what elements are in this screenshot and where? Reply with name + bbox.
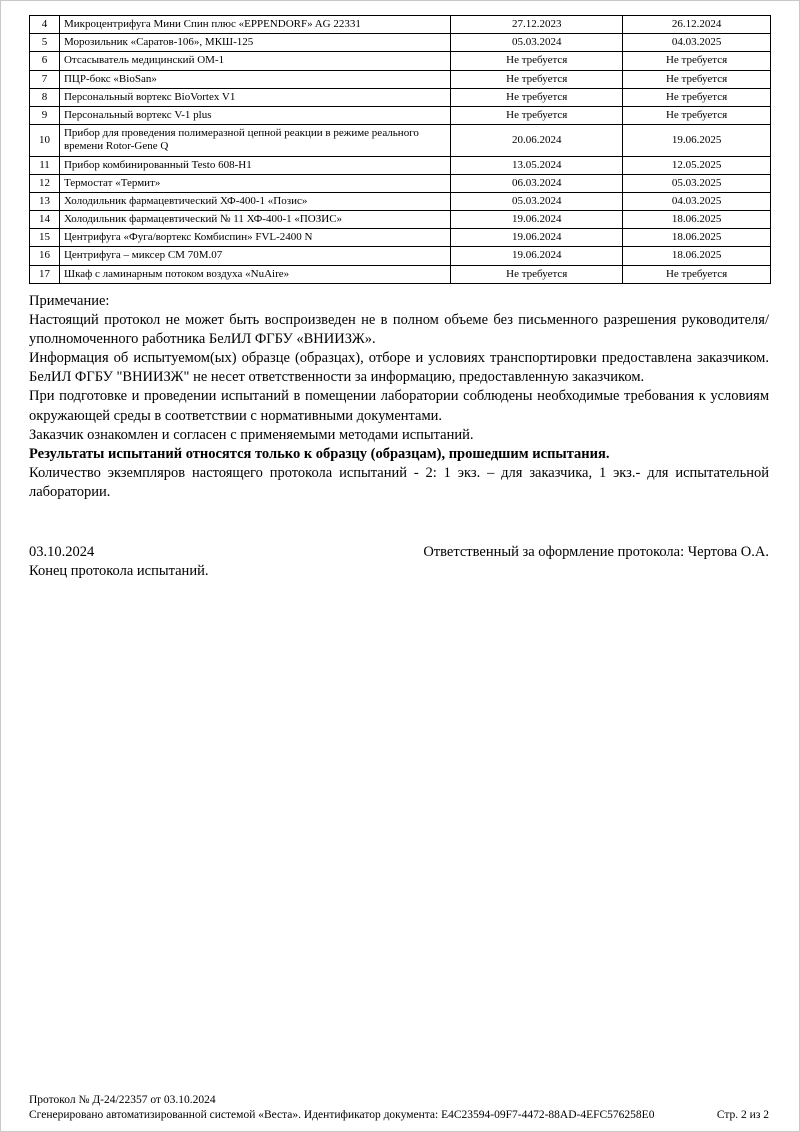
verification-date: Не требуется bbox=[451, 88, 623, 106]
valid-until-date: Не требуется bbox=[623, 88, 771, 106]
note-paragraph: Количество экземпляров настоящего протокола испытаний - 2: 1 экз. – для заказчика, 1 экз.- для испытательной лаборатории. bbox=[29, 464, 769, 501]
equipment-table bbox=[29, 15, 771, 284]
row-number: 14 bbox=[30, 211, 60, 229]
verification-date: 27.12.2023 bbox=[451, 16, 623, 34]
valid-until-date: Не требуется bbox=[623, 70, 771, 88]
table-row bbox=[30, 211, 771, 229]
verification-date: 20.06.2024 bbox=[451, 125, 623, 156]
row-number: 5 bbox=[30, 34, 60, 52]
equipment-name: Шкаф с ламинарным потоком воздуха «NuAire» bbox=[59, 265, 450, 283]
note-paragraph: При подготовке и проведении испытаний в помещении лаборатории соблюдены необходимые требования к условиям окружающей среды в соответствии с нормативными документами. bbox=[29, 388, 769, 424]
equipment-name: Прибор комбинированный Testo 608-H1 bbox=[59, 156, 450, 174]
valid-until-date: 18.06.2025 bbox=[623, 247, 771, 265]
verification-date: 05.03.2024 bbox=[451, 192, 623, 210]
row-number: 13 bbox=[30, 192, 60, 210]
table-row bbox=[30, 34, 771, 52]
row-number: 10 bbox=[30, 125, 60, 156]
verification-date: Не требуется bbox=[451, 70, 623, 88]
equipment-name: Морозильник «Саратов-106», МКШ-125 bbox=[59, 34, 450, 52]
table-row bbox=[30, 52, 771, 70]
valid-until-date: 19.06.2025 bbox=[623, 125, 771, 156]
valid-until-date: Не требуется bbox=[623, 265, 771, 283]
footer-generated-line: Сгенерировано автоматизированной системой «Веста». Идентификатор документа: E4C23594-09F7-4472-88AD-4EFC576258E0 bbox=[29, 1109, 655, 1122]
table-row bbox=[30, 125, 771, 156]
equipment-name: Центрифуга – миксер СМ 70М.07 bbox=[59, 247, 450, 265]
equipment-name: Прибор для проведения полимеразной цепной реакции в режиме реального времени Rotor-Gene Q bbox=[59, 125, 450, 156]
equipment-name: Микроцентрифуга Мини Спин плюс «EPPENDORF» AG 22331 bbox=[59, 16, 450, 34]
valid-until-date: Не требуется bbox=[623, 52, 771, 70]
table-row bbox=[30, 88, 771, 106]
valid-until-date: 04.03.2025 bbox=[623, 192, 771, 210]
table-row bbox=[30, 247, 771, 265]
table-row bbox=[30, 229, 771, 247]
equipment-name: Центрифуга «Фуга/вортекс Комбиспин» FVL-2400 N bbox=[59, 229, 450, 247]
row-number: 16 bbox=[30, 247, 60, 265]
row-number: 6 bbox=[30, 52, 60, 70]
row-number: 15 bbox=[30, 229, 60, 247]
note-paragraph: Заказчик ознакомлен и согласен с применяемыми методами испытаний. bbox=[29, 426, 474, 443]
verification-date: 19.06.2024 bbox=[451, 229, 623, 247]
row-number: 11 bbox=[30, 156, 60, 174]
document-page bbox=[1, 1, 799, 580]
equipment-name: Термостат «Термит» bbox=[59, 174, 450, 192]
note-paragraph: Настоящий протокол не может быть воспроизведен не в полном объеме без письменного разрешения руководителя/уполномоченного работника БелИЛ ФГБУ «ВНИИЗЖ». bbox=[29, 311, 769, 348]
verification-date: Не требуется bbox=[451, 265, 623, 283]
equipment-name: Персональный вортекс BioVortex V1 bbox=[59, 88, 450, 106]
page-footer bbox=[29, 1093, 769, 1123]
valid-until-date: 05.03.2025 bbox=[623, 174, 771, 192]
verification-date: 19.06.2024 bbox=[451, 211, 623, 229]
table-row bbox=[30, 16, 771, 34]
equipment-name: Отсасыватель медицинский ОМ-1 bbox=[59, 52, 450, 70]
verification-date: 13.05.2024 bbox=[451, 156, 623, 174]
note-paragraph-bold: Результаты испытаний относятся только к образцу (образцам), прошедшим испытания. bbox=[29, 445, 610, 462]
verification-date: 05.03.2024 bbox=[451, 34, 623, 52]
footer-protocol-line: Протокол № Д-24/22357 от 03.10.2024 bbox=[29, 1094, 216, 1107]
table-row bbox=[30, 156, 771, 174]
valid-until-date: 18.06.2025 bbox=[623, 211, 771, 229]
table-row bbox=[30, 70, 771, 88]
verification-date: Не требуется bbox=[451, 52, 623, 70]
table-row bbox=[30, 265, 771, 283]
equipment-name: Холодильник фармацевтический ХФ-400-1 «Позис» bbox=[59, 192, 450, 210]
table-row bbox=[30, 106, 771, 124]
responsible-person: Ответственный за оформление протокола: Чертова О.А. bbox=[423, 544, 769, 561]
valid-until-date: 12.05.2025 bbox=[623, 156, 771, 174]
valid-until-date: Не требуется bbox=[623, 106, 771, 124]
end-of-protocol-line: Конец протокола испытаний. bbox=[29, 563, 209, 580]
valid-until-date: 04.03.2025 bbox=[623, 34, 771, 52]
signature-row bbox=[29, 544, 769, 561]
footer-page-number: Стр. 2 из 2 bbox=[716, 1109, 769, 1122]
verification-date: 06.03.2024 bbox=[451, 174, 623, 192]
row-number: 9 bbox=[30, 106, 60, 124]
verification-date: 19.06.2024 bbox=[451, 247, 623, 265]
row-number: 8 bbox=[30, 88, 60, 106]
row-number: 17 bbox=[30, 265, 60, 283]
notes-section bbox=[29, 292, 769, 502]
row-number: 4 bbox=[30, 16, 60, 34]
note-paragraph: Информация об испытуемом(ых) образце (образцах), отборе и условиях транспортировки предоставлена заказчиком. БелИЛ ФГБУ "ВНИИЗЖ" не несет ответственности за информацию, предоставленную заказчиком. bbox=[29, 350, 769, 386]
notes-heading: Примечание: bbox=[29, 292, 110, 309]
protocol-date: 03.10.2024 bbox=[29, 544, 95, 561]
valid-until-date: 26.12.2024 bbox=[623, 16, 771, 34]
verification-date: Не требуется bbox=[451, 106, 623, 124]
table-row bbox=[30, 192, 771, 210]
equipment-name: ПЦР-бокс «BioSan» bbox=[59, 70, 450, 88]
valid-until-date: 18.06.2025 bbox=[623, 229, 771, 247]
row-number: 7 bbox=[30, 70, 60, 88]
equipment-name: Персональный вортекс V-1 plus bbox=[59, 106, 450, 124]
row-number: 12 bbox=[30, 174, 60, 192]
table-row bbox=[30, 174, 771, 192]
equipment-name: Холодильник фармацевтический № 11 ХФ-400-1 «ПОЗИС» bbox=[59, 211, 450, 229]
